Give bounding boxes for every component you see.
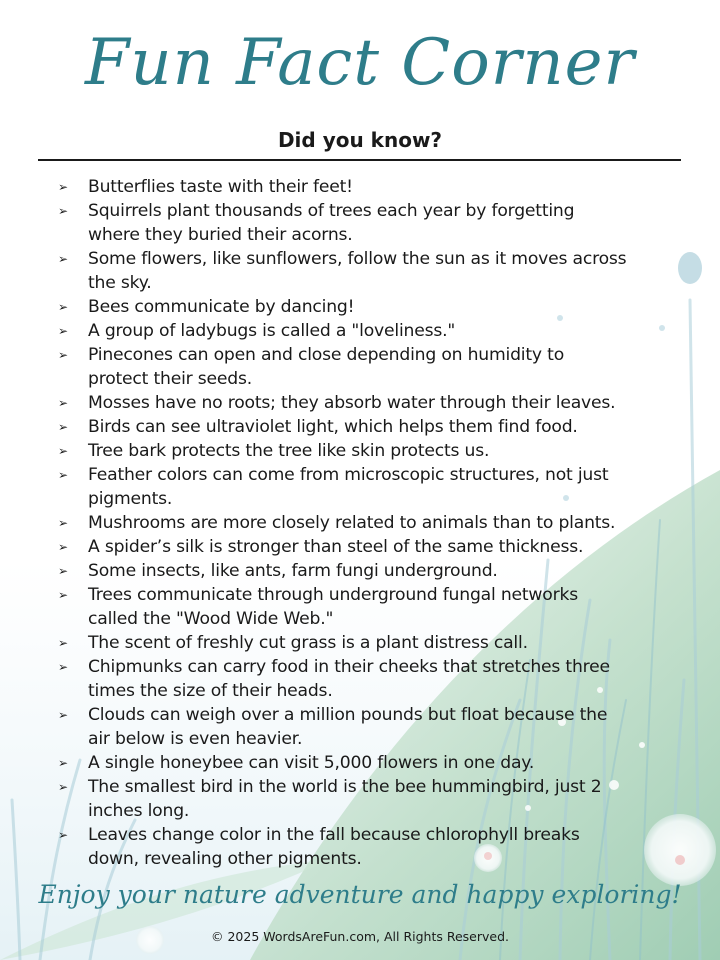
fact-item bbox=[56, 415, 668, 439]
fact-item bbox=[56, 295, 668, 319]
fact-text-line: protect their seeds. bbox=[88, 369, 253, 389]
fact-text-line: Leaves change color in the fall because chlorophyll breaks bbox=[88, 825, 580, 845]
fact-text-line: Mosses have no roots; they absorb water through their leaves. bbox=[88, 393, 616, 413]
fact-item bbox=[56, 823, 668, 871]
fact-item bbox=[56, 751, 668, 775]
arrowhead-bullet-icon: ➢ bbox=[58, 828, 68, 842]
arrowhead-bullet-icon: ➢ bbox=[58, 636, 68, 650]
fact-item bbox=[56, 655, 668, 703]
fact-text-line: A spider’s silk is stronger than steel of the same thickness. bbox=[88, 537, 584, 557]
page-subtitle: Did you know? bbox=[277, 128, 443, 152]
fact-item bbox=[56, 463, 668, 511]
fact-item bbox=[56, 511, 668, 535]
arrowhead-bullet-icon: ➢ bbox=[58, 708, 68, 722]
fact-item bbox=[56, 583, 668, 631]
arrowhead-bullet-icon: ➢ bbox=[58, 468, 68, 482]
fact-item bbox=[56, 175, 668, 199]
fact-text-line: Tree bark protects the tree like skin protects us. bbox=[88, 441, 490, 461]
fact-text-line: Some flowers, like sunflowers, follow the sun as it moves across bbox=[88, 249, 627, 269]
arrowhead-bullet-icon: ➢ bbox=[58, 180, 68, 194]
fact-text-line: Birds can see ultraviolet light, which helps them find food. bbox=[88, 417, 578, 437]
fact-text-line: where they buried their acorns. bbox=[88, 225, 353, 245]
arrowhead-bullet-icon: ➢ bbox=[58, 756, 68, 770]
fact-text-line: Bees communicate by dancing! bbox=[88, 297, 355, 317]
fact-text-line: Butterflies taste with their feet! bbox=[88, 177, 353, 197]
fact-text-line: Trees communicate through underground fungal networks bbox=[88, 585, 578, 605]
fact-text-line: Chipmunks can carry food in their cheeks that stretches three bbox=[88, 657, 610, 677]
fact-text-line: called the "Wood Wide Web." bbox=[88, 609, 334, 629]
arrowhead-bullet-icon: ➢ bbox=[58, 660, 68, 674]
page-title: Fun Fact Corner bbox=[84, 26, 636, 100]
fact-text-line: pigments. bbox=[88, 489, 173, 509]
fact-item bbox=[56, 559, 668, 583]
arrowhead-bullet-icon: ➢ bbox=[58, 444, 68, 458]
arrowhead-bullet-icon: ➢ bbox=[58, 396, 68, 410]
fact-text-line: times the size of their heads. bbox=[88, 681, 333, 701]
fact-text-line: A group of ladybugs is called a "loveliness." bbox=[88, 321, 456, 341]
fact-text-line: inches long. bbox=[88, 801, 190, 821]
fact-item bbox=[56, 319, 668, 343]
fact-text-line: Clouds can weigh over a million pounds but float because the bbox=[88, 705, 608, 725]
fact-list bbox=[56, 175, 668, 871]
divider bbox=[38, 159, 681, 161]
fact-text-line: Squirrels plant thousands of trees each year by forgetting bbox=[88, 201, 575, 221]
arrowhead-bullet-icon: ➢ bbox=[58, 252, 68, 266]
arrowhead-bullet-icon: ➢ bbox=[58, 420, 68, 434]
fact-item bbox=[56, 343, 668, 391]
copyright-notice: © 2025 WordsAreFun.com, All Rights Reserved. bbox=[211, 929, 509, 944]
fact-text-line: Mushrooms are more closely related to animals than to plants. bbox=[88, 513, 616, 533]
fact-text-line: Some insects, like ants, farm fungi underground. bbox=[88, 561, 498, 581]
fact-item bbox=[56, 535, 668, 559]
fact-text-line: the sky. bbox=[88, 273, 152, 293]
arrowhead-bullet-icon: ➢ bbox=[58, 324, 68, 338]
arrowhead-bullet-icon: ➢ bbox=[58, 300, 68, 314]
arrowhead-bullet-icon: ➢ bbox=[58, 564, 68, 578]
fact-item bbox=[56, 247, 668, 295]
fact-item bbox=[56, 391, 668, 415]
arrowhead-bullet-icon: ➢ bbox=[58, 204, 68, 218]
arrowhead-bullet-icon: ➢ bbox=[58, 588, 68, 602]
fact-text-line: The smallest bird in the world is the bee hummingbird, just 2 bbox=[88, 777, 602, 797]
fact-text-line: Feather colors can come from microscopic structures, not just bbox=[88, 465, 609, 485]
closing-message: Enjoy your nature adventure and happy exploring! bbox=[38, 880, 682, 909]
fact-text-line: The scent of freshly cut grass is a plant distress call. bbox=[88, 633, 528, 653]
arrowhead-bullet-icon: ➢ bbox=[58, 780, 68, 794]
fact-text-line: down, revealing other pigments. bbox=[88, 849, 362, 869]
fact-text-line: air below is even heavier. bbox=[88, 729, 303, 749]
fact-text-line: Pinecones can open and close depending on humidity to bbox=[88, 345, 565, 365]
fact-item bbox=[56, 775, 668, 823]
arrowhead-bullet-icon: ➢ bbox=[58, 348, 68, 362]
arrowhead-bullet-icon: ➢ bbox=[58, 516, 68, 530]
arrowhead-bullet-icon: ➢ bbox=[58, 540, 68, 554]
fact-item bbox=[56, 439, 668, 463]
fact-item bbox=[56, 703, 668, 751]
fact-item bbox=[56, 199, 668, 247]
fact-item bbox=[56, 631, 668, 655]
fact-text-line: A single honeybee can visit 5,000 flowers in one day. bbox=[88, 753, 535, 773]
